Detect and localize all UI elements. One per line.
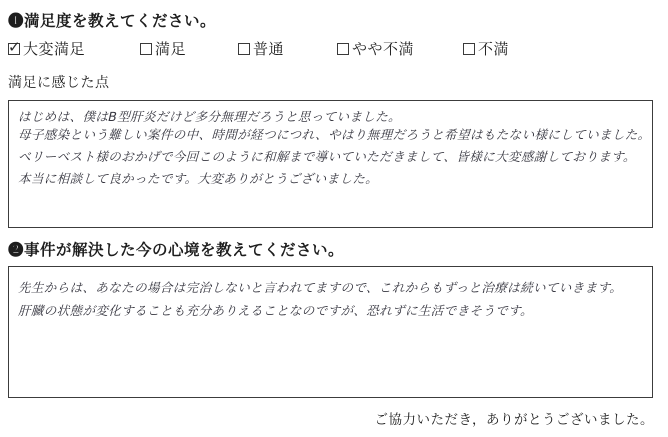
checkbox-icon [463,43,475,55]
handwritten-line: 先生からは、あなたの場合は完治しないと言われてますので、これからもずっと治療は続いていきます。 [17,280,623,295]
handwritten-line: 本当に相談して良かったです。大変ありがとうございました。 [17,171,379,186]
checkbox-icon [337,43,349,55]
checkbox-option-very-satisfied [8,38,85,59]
checkbox-option-label: 普通 [253,42,285,58]
checkbox-icon [140,43,152,55]
checkbox-option-neutral [238,38,284,59]
checkbox-option-label: 大変満足 [23,42,86,58]
question2-title: ❷事件が解決した今の心境を教えてください。 [8,242,345,259]
handwritten-line: はじめは、僕はB型肝炎だけど多分無理だろうと思っていました。 [17,109,402,124]
checkbox-option-somewhat-dissatisfied [337,38,414,59]
checkbox-option-label: 不満 [478,42,510,58]
handwritten-line: 肝臓の状態が変化することも充分ありえることなのですが、恐れずに生活できそうです。 [17,303,534,318]
checkbox-option-label: 満足 [155,42,187,58]
question2-answer-box [8,266,653,398]
thank-you-note: ご協力いただき，ありがとうございました。 [374,412,654,427]
checkbox-checked-icon [8,43,20,55]
question1-answer-box [8,100,653,228]
checkbox-option-satisfied [140,38,186,59]
checkbox-icon [238,43,250,55]
handwritten-line: ベリーベスト様のおかげで今回このように和解まで導いていただきまして、皆様に大変感謝しております。 [17,149,637,164]
question1-title: ❶満足度を教えてください。 [8,13,217,30]
handwritten-line: 母子感染という難しい案件の中、時間が経つにつれ、やはり無理だろうと希望はもたない様にしていました。 [17,127,651,142]
satisfaction-points-label: 満足に感じた点 [8,76,110,91]
checkbox-option-label: やや不満 [352,42,415,58]
checkbox-option-dissatisfied [463,38,509,59]
